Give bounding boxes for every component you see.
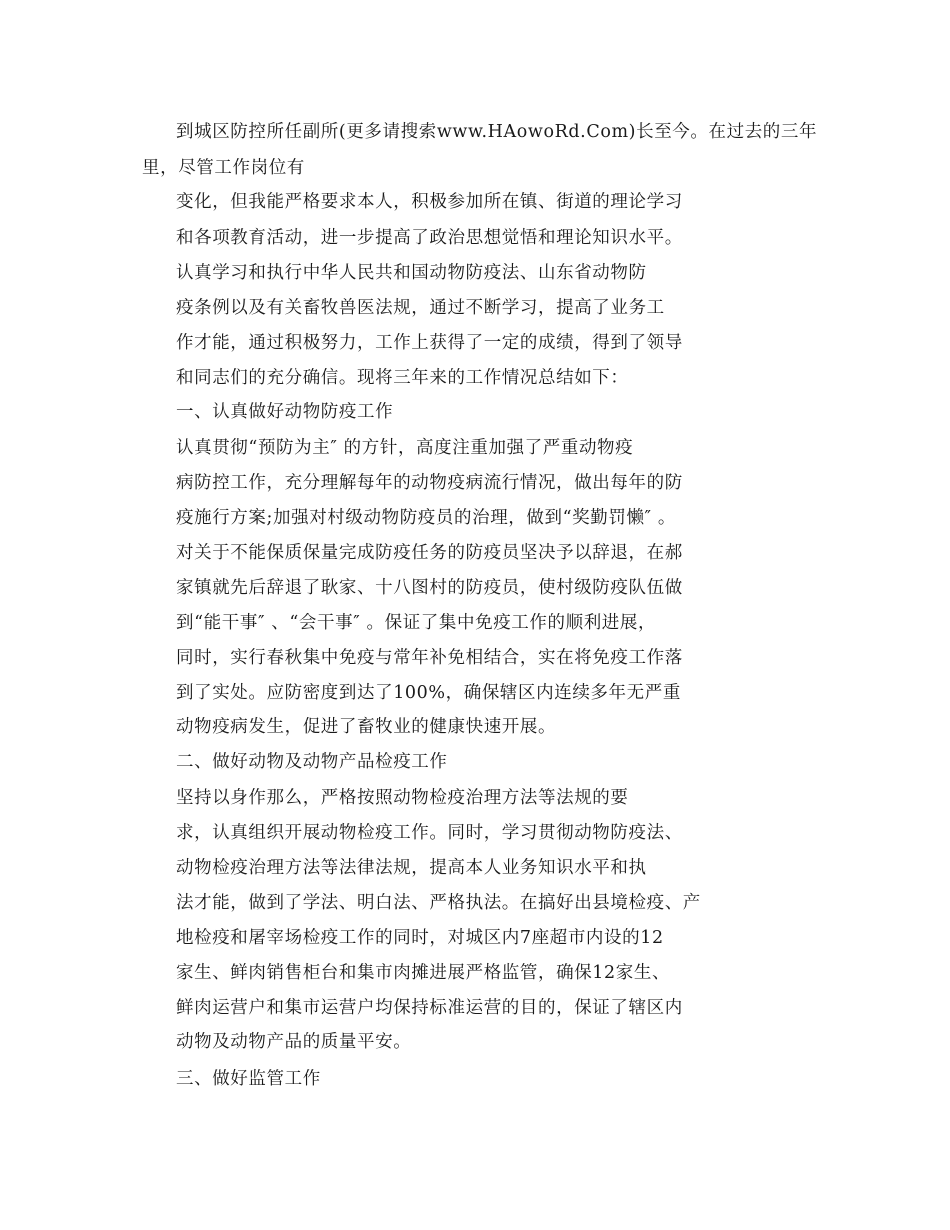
section-heading: 二、做好动物及动物产品检疫工作: [176, 752, 448, 772]
text-line: 和各项教育活动，进一步提高了政治思想觉悟和理论知识水平。: [176, 228, 683, 248]
text-line: 变化，但我能严格要求本人，积极参加所在镇、街道的理论学习: [176, 192, 683, 212]
text-line: 疫施行方案;加强对村级动物防疫员的治理，做到“奖勤罚懒″ 。: [176, 508, 676, 528]
text-line: 鲜肉运营户和集市运营户均保持标准运营的目的，保证了辖区内: [176, 998, 683, 1018]
text-line: 动物检疫治理方法等法律法规，提高本人业务知识水平和执: [176, 858, 647, 878]
text-line: 到了实处。应防密度到达了100%，确保辖区内连续多年无严重: [176, 683, 681, 703]
text-line: 和同志们的充分确信。现将三年来的工作情况总结如下：: [176, 368, 629, 388]
text-line: 到“能干事″ 、“会干事″ 。保证了集中免疫工作的顺利进展，: [176, 613, 657, 633]
text-line: 家生、鲜肉销售柜台和集市肉摊进展严格监管，确保12家生、: [176, 963, 671, 983]
text-line: 里，尽管工作岗位有: [142, 158, 305, 178]
text-line: 病防控工作，充分理解每年的动物疫病流行情况，做出每年的防: [176, 473, 683, 493]
section-heading: 一、认真做好动物防疫工作: [176, 402, 394, 422]
text-line: 动物及动物产品的质量平安。: [176, 1032, 412, 1052]
section-heading: 三、做好监管工作: [176, 1069, 321, 1089]
text-line: 对关于不能保质保量完成防疫任务的防疫员坚决予以辞退，在郝: [176, 543, 683, 563]
text-line: 家镇就先后辞退了耿家、十八图村的防疫员，使村级防疫队伍做: [176, 578, 683, 598]
text-line: 到城区防控所任副所(更多请搜索www.HAowoRd.Com)长至今。在过去的三年: [176, 122, 818, 142]
text-line: 地检疫和屠宰场检疫工作的同时，对城区内7座超市内设的12: [176, 928, 664, 948]
text-line: 同时，实行春秋集中免疫与常年补免相结合，实在将免疫工作落: [176, 648, 683, 668]
text-line: 作才能，通过积极努力，工作上获得了一定的成绩，得到了领导: [176, 333, 683, 353]
text-line: 认真学习和执行中华人民共和国动物防疫法、山东省动物防: [176, 263, 647, 283]
text-line: 动物疫病发生，促进了畜牧业的健康快速开展。: [176, 717, 557, 737]
text-line: 求，认真组织开展动物检疫工作。同时，学习贯彻动物防疫法、: [176, 823, 683, 843]
text-line: 疫条例以及有关畜牧兽医法规，通过不断学习，提高了业务工: [176, 298, 665, 318]
text-line: 认真贯彻“预防为主″ 的方针，高度注重加强了严重动物疫: [176, 438, 634, 458]
text-line: 法才能，做到了学法、明白法、严格执法。在搞好出县境检疫、产: [176, 893, 701, 913]
text-line: 坚持以身作那么，严格按照动物检疫治理方法等法规的要: [176, 788, 629, 808]
